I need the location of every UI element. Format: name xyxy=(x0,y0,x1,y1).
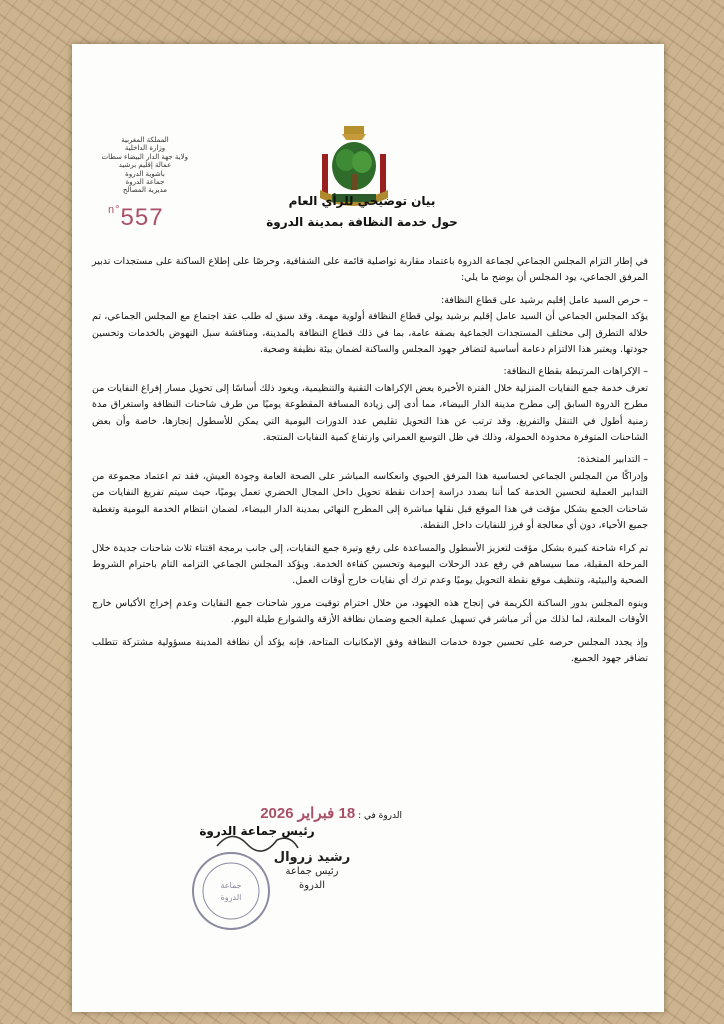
date-label: الدروة في : xyxy=(358,811,402,821)
section-paragraph: وإدراكًا من المجلس الجماعي لحساسية هذا المرفق الحيوي وانعكاسه المباشر على الصحة العامة وجودة العيش، فقد تم اعتماد مجموعة من التدابير العملية لتحسين الخدمة كما أننا بصدد دراسة إحداث نقطة تحويل داخل المجال الحضري تعمل يوميًا، حيث سيتم تفريغ النفايات من شاحنات الجمع بشكل مؤقت في هذا الموقع قبل نقلها مباشرة إلى المطرح النهائي بمدينة الدار البيضاء، لضمان انتظام الخدمة اليومية وتغطية جميع الأحياء، دون أي معالجة أو فرز للنفايات داخل النقطة. xyxy=(92,470,648,532)
header-line: ولاية جهة الدار البيضاء سطات xyxy=(102,152,188,161)
svg-text:جماعة: جماعة xyxy=(220,881,242,890)
svg-text:الدروة: الدروة xyxy=(220,893,242,902)
stamp-name: رشيد زروال xyxy=(273,850,351,865)
administrative-header xyxy=(102,136,188,195)
intro-paragraph: في إطار التزام المجلس الجماعي لجماعة الدروة باعتماد مقاربة تواصلية قائمة على الشفافية، وحرصًا على إطلاع الساكنة على مستجدات تدبير المرفق الجماعي، يود المجلس أن يوضح ما يلي: xyxy=(92,256,648,284)
document-page xyxy=(72,44,664,1012)
date-line xyxy=(202,804,402,822)
signature-stamp xyxy=(252,850,372,893)
header-line: باشوية الدروة xyxy=(125,169,165,178)
header-line: المملكة المغربية xyxy=(121,136,169,144)
date-value: 18 فبراير 2026 xyxy=(260,805,356,822)
section-paragraph: وإذ يجدد المجلس حرصه على تحسين جودة خدمات النظافة وفق الإمكانيات المتاحة، فإنه يؤكد أن نظافة المدينة مسؤولية مشتركة تتطلب تضافر جهود الجميع. xyxy=(92,636,648,664)
stamp-role: رئيس جماعة xyxy=(285,866,339,877)
document-title xyxy=(212,191,512,233)
header-line: عمالة إقليم برشيد xyxy=(118,161,172,170)
section-heading: – الإكراهات المرتبطة بقطاع النظافة: xyxy=(503,366,648,378)
section-paragraph: تعرف خدمة جمع النفايات المنزلية خلال الفترة الأخيرة بعض الإكراهات التقنية والتنظيمية، ويعود ذلك أساسًا إلى تحويل مسار إفراغ النفايات من مطرح الدروة السابق إلى مطرح مدينة الدار البيضاء، مما أدى إلى زيادة المسافة المقطوعة يوميًا من طرف شاحنات النظافة واستغراق مدة زمنية أطول في التنقل والتفريغ. وقد ترتب عن هذا التحويل تقليص عدد الدورات اليومية التي يمكن للأسطول إنجازها، خاصة وأن بعض الشاحنات المتوفرة محدودة الحمولة، وذلك في ظل التوسع العمراني وارتفاع كمية النفايات المنتجة. xyxy=(92,382,648,444)
stamp-place: الدروة xyxy=(299,880,325,891)
section-heading: – حرص السيد عامل إقليم برشيد على قطاع النظافة: xyxy=(441,294,648,306)
section-heading: – التدابير المتخذة: xyxy=(577,454,648,466)
header-line: وزارة الداخلية xyxy=(124,144,166,153)
header-line: مديرية المصالح xyxy=(122,186,168,195)
signatory-title: رئيس جماعة الدروة xyxy=(199,824,315,838)
title-line-1: بيان توضيحي للرأي العام xyxy=(288,194,436,208)
header-line: جماعة الدروة xyxy=(125,178,165,187)
reference-number xyxy=(108,204,164,232)
ref-prefix: n° xyxy=(108,204,121,216)
document-body xyxy=(92,254,648,673)
ref-value: 557 xyxy=(120,204,164,231)
section-paragraph: وينوه المجلس بدور الساكنة الكريمة في إنجاح هذه الجهود، من خلال احترام توقيت مرور شاحنات جمع النفايات وعدم إخراج الأكياس خارج الأوقات المعلنة، لما لذلك من أثر مباشر في تسهيل عملية الجمع وضمان نظافة الأزقة والشوارع طيلة اليوم. xyxy=(92,597,648,626)
title-line-2: حول خدمة النظافة بمدينة الدروة xyxy=(266,215,458,229)
section-paragraph: يؤكد المجلس الجماعي أن السيد عامل إقليم برشيد يولي قطاع النظافة أولوية مهمة. وقد سبق له طلب عقد اجتماع مع المجلس الجماعي، تم خلاله التطرق إلى مختلف المستجدات الجماعية بصفة عامة، بما في ذلك قطاع النظافة بالمدينة، ومناقشة سبل النهوض بالخدمات وتحسين جودتها. ويعتبر هذا الالتزام دعامة أساسية لتضافر جهود المجلس والساكنة لضمان بيئة نظيفة وصحية. xyxy=(92,311,648,356)
section-paragraph: تم كراء شاحنة كبيرة بشكل مؤقت لتعزيز الأسطول والمساعدة على رفع وتيرة جمع النفايات، إلى جانب برمجة اقتناء ثلاث شاحنات جديدة خلال المرحلة المقبلة، مما سيساهم في رفع عدد الرحلات اليومية وتحسين كفاءة الخدمة. ويؤكد المجلس الجماعي التزامه التام باحترام الشروط الصحية والبيئية، وتنظيف موقع نقطة التحويل يوميًا وعدم ترك أي نفايات خارج أوقات العمل. xyxy=(92,542,648,587)
